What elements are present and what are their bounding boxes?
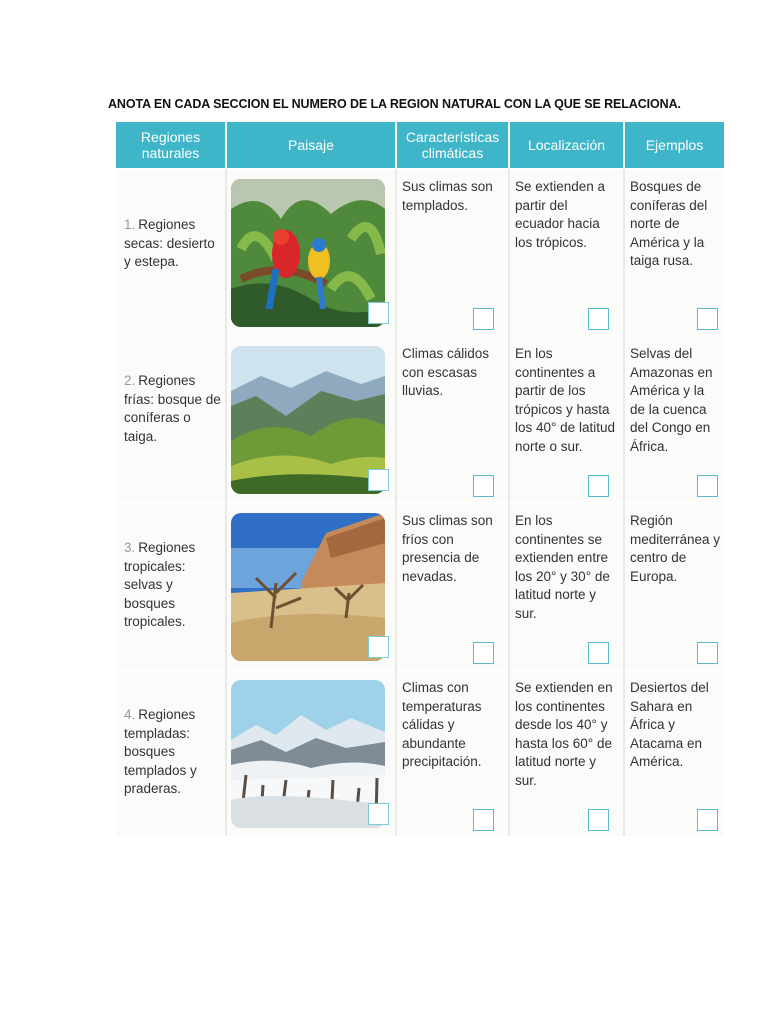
- characteristics-cell: [396, 503, 509, 670]
- answer-box[interactable]: [588, 642, 609, 664]
- answer-box[interactable]: [368, 803, 389, 825]
- landscape-cell: [226, 503, 396, 670]
- region-number: 1.: [124, 217, 136, 232]
- dry-desert-photo-icon: [231, 513, 385, 661]
- characteristics-cell: [396, 336, 509, 503]
- examples-cell: [624, 503, 724, 670]
- answer-box[interactable]: [368, 302, 389, 324]
- answer-box[interactable]: [588, 809, 609, 831]
- examples-cell: [624, 336, 724, 503]
- header-caracteristicas: Características climáticas: [396, 122, 509, 169]
- examples-cell: [624, 169, 724, 336]
- landscape-cell: [226, 670, 396, 836]
- header-paisaje: Paisaje: [226, 122, 396, 169]
- characteristics-text: Sus climas son templados.: [402, 179, 493, 213]
- location-text: En los continentes a partir de los trópicos y hasta los 40° de latitud norte o sur.: [515, 346, 615, 454]
- answer-box[interactable]: [697, 308, 718, 330]
- table-row: [116, 336, 724, 503]
- region-cell: [116, 503, 226, 670]
- table-row: [116, 503, 724, 670]
- table-row: [116, 169, 724, 336]
- answer-box[interactable]: [473, 308, 494, 330]
- header-regiones: Regiones naturales: [116, 122, 226, 169]
- characteristics-cell: [396, 670, 509, 836]
- examples-text: Desiertos del Sahara en África y Atacama en América.: [630, 680, 709, 769]
- location-cell: [509, 336, 624, 503]
- location-text: En los continentes se extienden entre los 20° y 30° de latitud norte y sur.: [515, 513, 610, 621]
- answer-box[interactable]: [588, 475, 609, 497]
- landscape-cell: [226, 336, 396, 503]
- region-name: Regiones secas: desierto y estepa.: [124, 217, 215, 269]
- answer-box[interactable]: [697, 809, 718, 831]
- examples-text: Selvas del Amazonas en América y la de la cuenca del Congo en África.: [630, 346, 713, 454]
- landscape-cell: [226, 169, 396, 336]
- region-number: 3.: [124, 540, 136, 555]
- region-name: Regiones frías: bosque de coníferas o taiga.: [124, 373, 221, 444]
- answer-box[interactable]: [697, 642, 718, 664]
- characteristics-text: Climas cálidos con escasas lluvias.: [402, 346, 490, 398]
- location-cell: [509, 169, 624, 336]
- instruction-heading: ANOTA EN CADA SECCION EL NUMERO DE LA REGION NATURAL CON LA QUE SE RELACIONA.: [108, 97, 681, 111]
- examples-text: Bosques de coníferas del norte de América y la taiga rusa.: [630, 179, 708, 268]
- location-text: Se extienden en los continentes desde los 40° y hasta los 60° de latitud norte y sur.: [515, 680, 613, 788]
- answer-box[interactable]: [473, 475, 494, 497]
- region-name: Regiones templadas: bosques templados y praderas.: [124, 707, 197, 796]
- characteristics-text: Sus climas son fríos con presencia de nevadas.: [402, 513, 493, 584]
- regions-table: [116, 122, 724, 836]
- location-cell: [509, 670, 624, 836]
- answer-box[interactable]: [368, 636, 389, 658]
- examples-cell: [624, 670, 724, 836]
- region-name: Regiones tropicales: selvas y bosques tropicales.: [124, 540, 196, 629]
- region-number: 2.: [124, 373, 136, 388]
- snowy-mountains-photo-icon: [231, 680, 385, 828]
- region-cell: [116, 169, 226, 336]
- answer-box[interactable]: [473, 642, 494, 664]
- table-row: [116, 670, 724, 836]
- answer-box[interactable]: [473, 809, 494, 831]
- location-text: Se extienden a partir del ecuador hacia los trópicos.: [515, 179, 606, 250]
- answer-box[interactable]: [697, 475, 718, 497]
- characteristics-text: Climas con temperaturas cálidas y abundante precipitación.: [402, 680, 482, 769]
- region-cell: [116, 336, 226, 503]
- region-cell: [116, 670, 226, 836]
- characteristics-cell: [396, 169, 509, 336]
- region-number: 4.: [124, 707, 136, 722]
- table-header-row: [116, 122, 724, 169]
- location-cell: [509, 503, 624, 670]
- answer-box[interactable]: [588, 308, 609, 330]
- header-localizacion: Localización: [509, 122, 624, 169]
- answer-box[interactable]: [368, 469, 389, 491]
- green-mountains-photo-icon: [231, 346, 385, 494]
- examples-text: Región mediterránea y centro de Europa.: [630, 513, 721, 584]
- parrots-jungle-photo-icon: [231, 179, 385, 327]
- header-ejemplos: Ejemplos: [624, 122, 724, 169]
